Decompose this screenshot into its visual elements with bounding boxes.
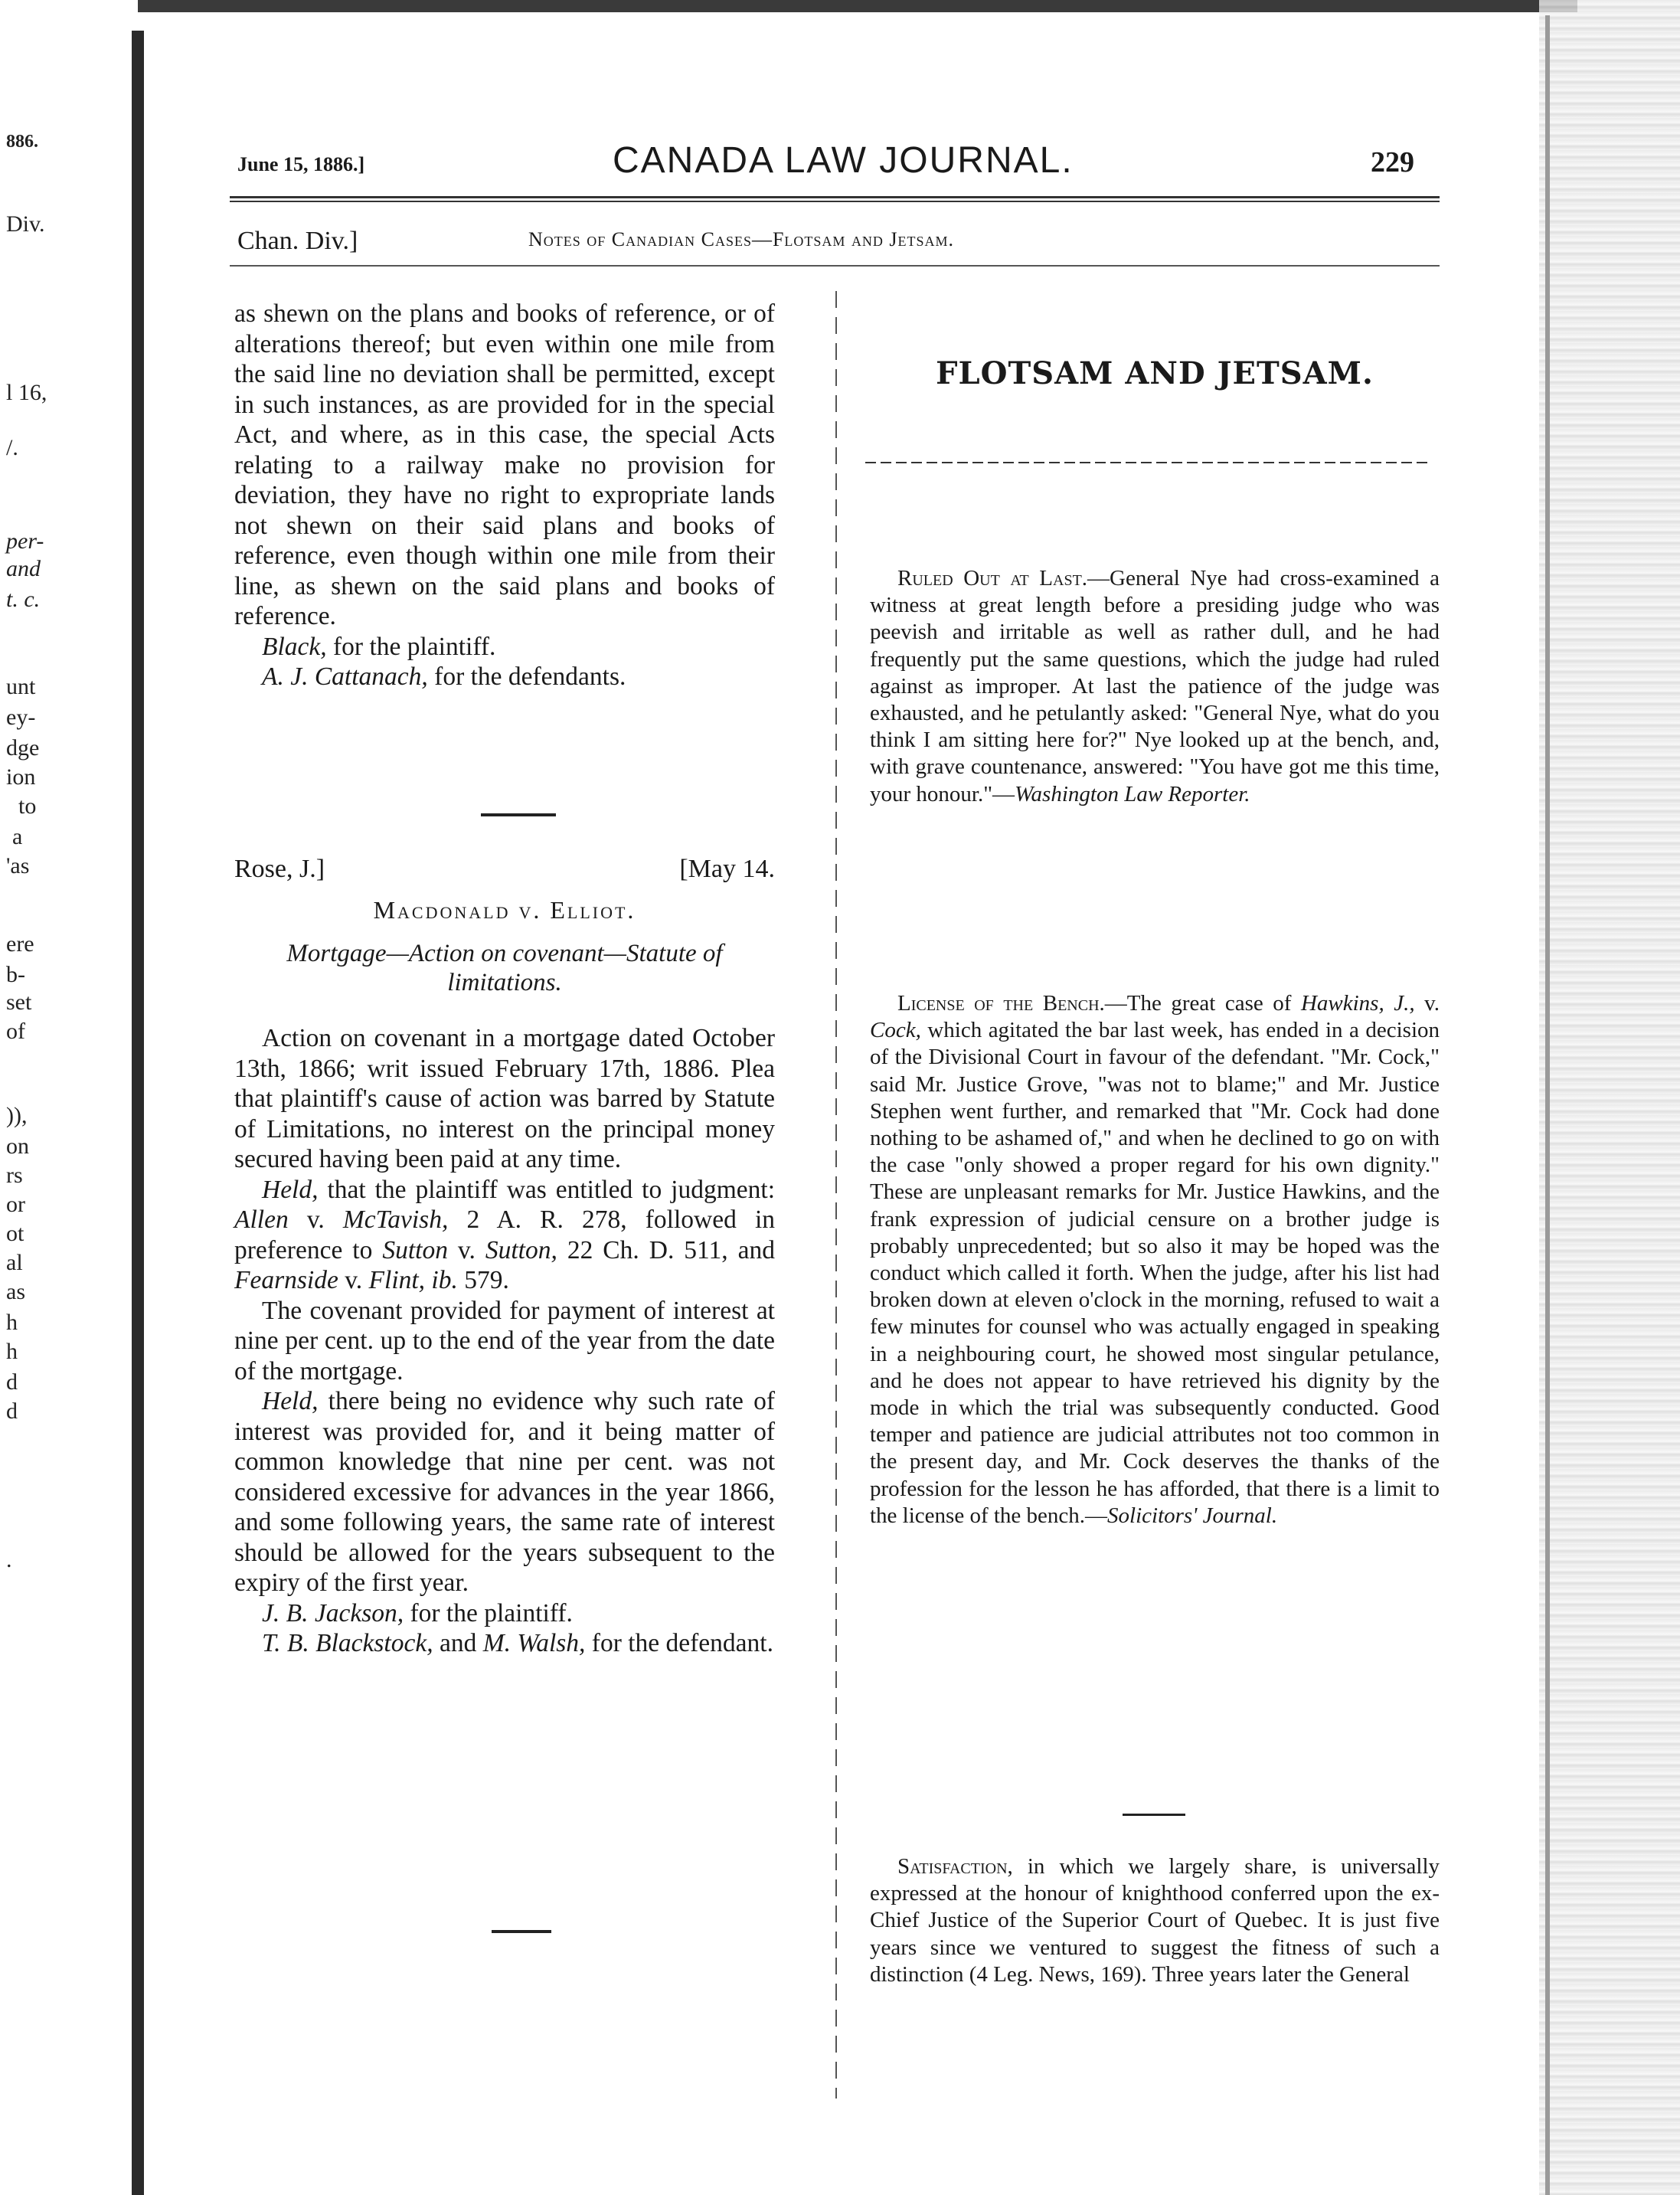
- column-divider: [835, 291, 837, 2098]
- versus: v.: [447, 1235, 485, 1264]
- heading-rule: [865, 462, 1429, 463]
- margin-fragment: rs: [6, 1163, 23, 1188]
- margin-fragment: unt: [6, 674, 36, 699]
- case-date: [May 14.: [679, 855, 775, 883]
- section-separator: [1123, 1814, 1185, 1816]
- flotsam-item-ruled-out: [870, 565, 1440, 808]
- binding-edge: [132, 31, 144, 2195]
- margin-fragment: a: [12, 824, 23, 849]
- header-rule: [230, 201, 1440, 202]
- left-margin-area: [0, 0, 136, 2195]
- right-scan-noise: [1539, 0, 1680, 2195]
- counsel-role: for the defendants.: [427, 662, 626, 691]
- margin-fragment: ot: [6, 1221, 25, 1246]
- item-source: Washington Law Reporter.: [1015, 781, 1250, 806]
- margin-fragment: ere: [6, 931, 34, 957]
- citation: Fearnside: [234, 1266, 338, 1294]
- citation: Hawkins, J.,: [1300, 991, 1415, 1016]
- margin-fragment: b-: [6, 962, 25, 987]
- section-separator: [492, 1930, 551, 1933]
- counsel-line: [234, 632, 775, 662]
- margin-fragment: t. c.: [6, 587, 41, 612]
- item-text: —General Nye had cross-examined a witness at great length before a presiding judge who was peevish and irritable as well as rather dull, and he had frequently put the same questions, which the judge had ruled against as improper. At last the patience of the judge was exhausted, and he petulantly asked: "General Nye, what do you think I am sitting here for?" Nye looked up at the bench, and, with grave countenance, answered: "You have got me this time, your honour."—: [870, 566, 1440, 806]
- citation: Sutton,: [485, 1235, 557, 1264]
- section-separator: [481, 813, 556, 816]
- held-label: Held,: [262, 1175, 319, 1204]
- header-rule: [230, 196, 1440, 198]
- flotsam-item-satisfaction: [870, 1853, 1440, 1988]
- flotsam-heading: FLOTSAM AND JETSAM.: [936, 355, 1374, 391]
- margin-fragment: to: [18, 793, 37, 819]
- item-lead: Ruled Out at Last.: [897, 566, 1088, 590]
- margin-fragment: h: [6, 1310, 18, 1335]
- citation: McTavish,: [342, 1205, 449, 1234]
- versus: v.: [1414, 991, 1440, 1016]
- case-name: Macdonald v. Elliot.: [373, 896, 636, 924]
- margin-fragment: .: [6, 1547, 12, 1572]
- left-column-case: [234, 1023, 775, 1659]
- case-held-paragraph: [234, 1175, 775, 1296]
- case-judge: Rose, J.]: [234, 855, 325, 883]
- continuation-paragraph: as shewn on the plans and books of reference, or of alterations thereof; but even within one mile from the said line no deviation shall be permitted, except in such instances, as are provided for in the special Act, and where, as in this case, the special Acts relating to a railway make no provision for deviation, they have no right to expropriate lands not shewn on their said plans and books of reference, even though within one mile from their line, as shewn on the said plans and books of reference.: [234, 299, 775, 630]
- case-paragraph: Action on covenant in a mortgage dated October 13th, 1866; writ issued February 17th, 1886. Plea that plaintiff's cause of action was barred by Statute of Limitations, no interest on the principal money secured having been paid at any time.: [234, 1024, 775, 1173]
- margin-fragment: per-: [6, 528, 44, 554]
- margin-fragment: al: [6, 1250, 23, 1275]
- versus: v.: [288, 1205, 343, 1234]
- margin-fragment: ey-: [6, 705, 36, 730]
- item-paragraph: [870, 565, 1440, 808]
- item-text: in which we largely share, is universally expressed at the honour of knighthood conferred upon the ex-Chief Justice of the Superior Court of Quebec. It is just five years since we ventured to suggest the fitness of such a distinction (4 Leg. News, 169). Three years later the General: [870, 1854, 1440, 1987]
- right-scan-line: [1545, 15, 1550, 2195]
- margin-fragment: 'as: [6, 853, 30, 878]
- held-text: there being no evidence why such rate of interest was provided for, and it being matter of common knowledge that nine per cent. was not considered excessive for advances in the year 1866, and some following years, the same rate of interest should be allowed for the years subsequent to the expiry of the first year.: [234, 1387, 775, 1597]
- item-paragraph: [870, 990, 1440, 1529]
- margin-fragment: h: [6, 1339, 18, 1364]
- counsel-name: J. B. Jackson,: [262, 1598, 404, 1627]
- issue-date: June 15, 1886.]: [237, 153, 365, 175]
- counsel-name: A. J. Cattanach,: [262, 662, 428, 691]
- held-label: Held,: [262, 1387, 319, 1415]
- margin-fragment: /.: [6, 435, 18, 460]
- citation: Cock,: [870, 1018, 921, 1043]
- margin-fragment: of: [6, 1019, 25, 1044]
- margin-fragment: set: [6, 990, 32, 1015]
- counsel-joiner: and: [433, 1629, 483, 1657]
- margin-fragment: and: [6, 556, 41, 581]
- case-held-paragraph: [234, 1386, 775, 1598]
- versus: v.: [338, 1266, 369, 1294]
- margin-fragment: d: [6, 1369, 18, 1395]
- citation: Allen: [234, 1205, 289, 1234]
- margin-fragment: )),: [6, 1103, 28, 1128]
- top-scan-edge: [138, 0, 1577, 12]
- division-label: Chan. Div.]: [237, 227, 358, 255]
- item-lead: License of the Bench.: [897, 991, 1105, 1016]
- citation: Flint, ib.: [368, 1266, 458, 1294]
- subheader-rule: [230, 265, 1440, 267]
- page-number: 229: [1371, 146, 1414, 178]
- citation: Sutton: [382, 1235, 448, 1264]
- case-paragraph: The covenant provided for payment of interest at nine per cent. up to the end of the year from the date of the mortgage.: [234, 1296, 775, 1385]
- counsel-role: for the plaintiff.: [326, 632, 496, 661]
- held-text: 22 Ch. D. 511, and: [557, 1235, 776, 1264]
- counsel-line: [234, 1628, 775, 1659]
- margin-fragment: Div.: [6, 211, 45, 237]
- margin-fragment: 886.: [6, 132, 38, 152]
- journal-title: CANADA LAW JOURNAL.: [613, 140, 1074, 181]
- counsel-role: for the plaintiff.: [404, 1598, 573, 1627]
- flotsam-item-license: [870, 990, 1440, 1529]
- item-lead: Satisfaction,: [897, 1854, 1013, 1879]
- section-label: Notes of Canadian Cases—Flotsam and Jetsam.: [528, 228, 955, 250]
- counsel-name: T. B. Blackstock,: [262, 1629, 433, 1657]
- counsel-line: [234, 662, 775, 692]
- item-source: Solicitors' Journal.: [1107, 1503, 1278, 1528]
- margin-fragment: d: [6, 1398, 18, 1424]
- counsel-name: M. Walsh,: [482, 1629, 586, 1657]
- margin-fragment: as: [6, 1279, 25, 1304]
- margin-fragment: ion: [6, 764, 36, 790]
- item-text: —The great case of: [1104, 991, 1301, 1016]
- margin-fragment: l 16,: [6, 380, 47, 405]
- case-topic: Mortgage—Action on covenant—Statute of limitations.: [286, 940, 723, 996]
- counsel-role: for the defendant.: [585, 1629, 773, 1657]
- counsel-name: Black,: [262, 632, 327, 661]
- held-text: 2 A. R. 278, followed in preference to: [234, 1205, 776, 1264]
- held-text: 579.: [457, 1266, 509, 1294]
- counsel-line: [234, 1598, 775, 1629]
- item-paragraph: [870, 1853, 1440, 1988]
- margin-fragment: dge: [6, 735, 40, 761]
- item-text: which agitated the bar last week, has ended in a decision of the Divisional Court in favour of the defendant. "Mr. Cock," said Mr. Justice Grove, "was not to blame;" and Mr. Justice Stephen went further, and remarked that "Mr. Cock had done nothing to be ashamed of," and when he declined to go on with the case "only showed a proper regard for his own dignity." These are unpleasant remarks for Mr. Justice Hawkins, and the frank expression of judicial censure on a brother judge is probably unprecedented; but so also it may be hoped was the conduct which called it forth. When the judge, after his list had broken down at eleven o'clock in the morning, refused to wait a few minutes for counsel who was actually engaged in speaking in a neighbouring court, he showed most singular petulance, and he does not appear to have retrieved his dignity by the mode in which the trial was subsequently conducted. Good temper and patience are judicial attributes not too common in the present day, and Mr. Cock deserves the thanks of the profession for the lesson he has afforded, that there is a limit to the license of the bench.—: [870, 1018, 1440, 1528]
- left-column-top: [234, 299, 775, 692]
- margin-fragment: on: [6, 1133, 29, 1159]
- held-text: that the plaintiff was entitled to judgment:: [318, 1175, 775, 1204]
- margin-fragment: or: [6, 1192, 25, 1217]
